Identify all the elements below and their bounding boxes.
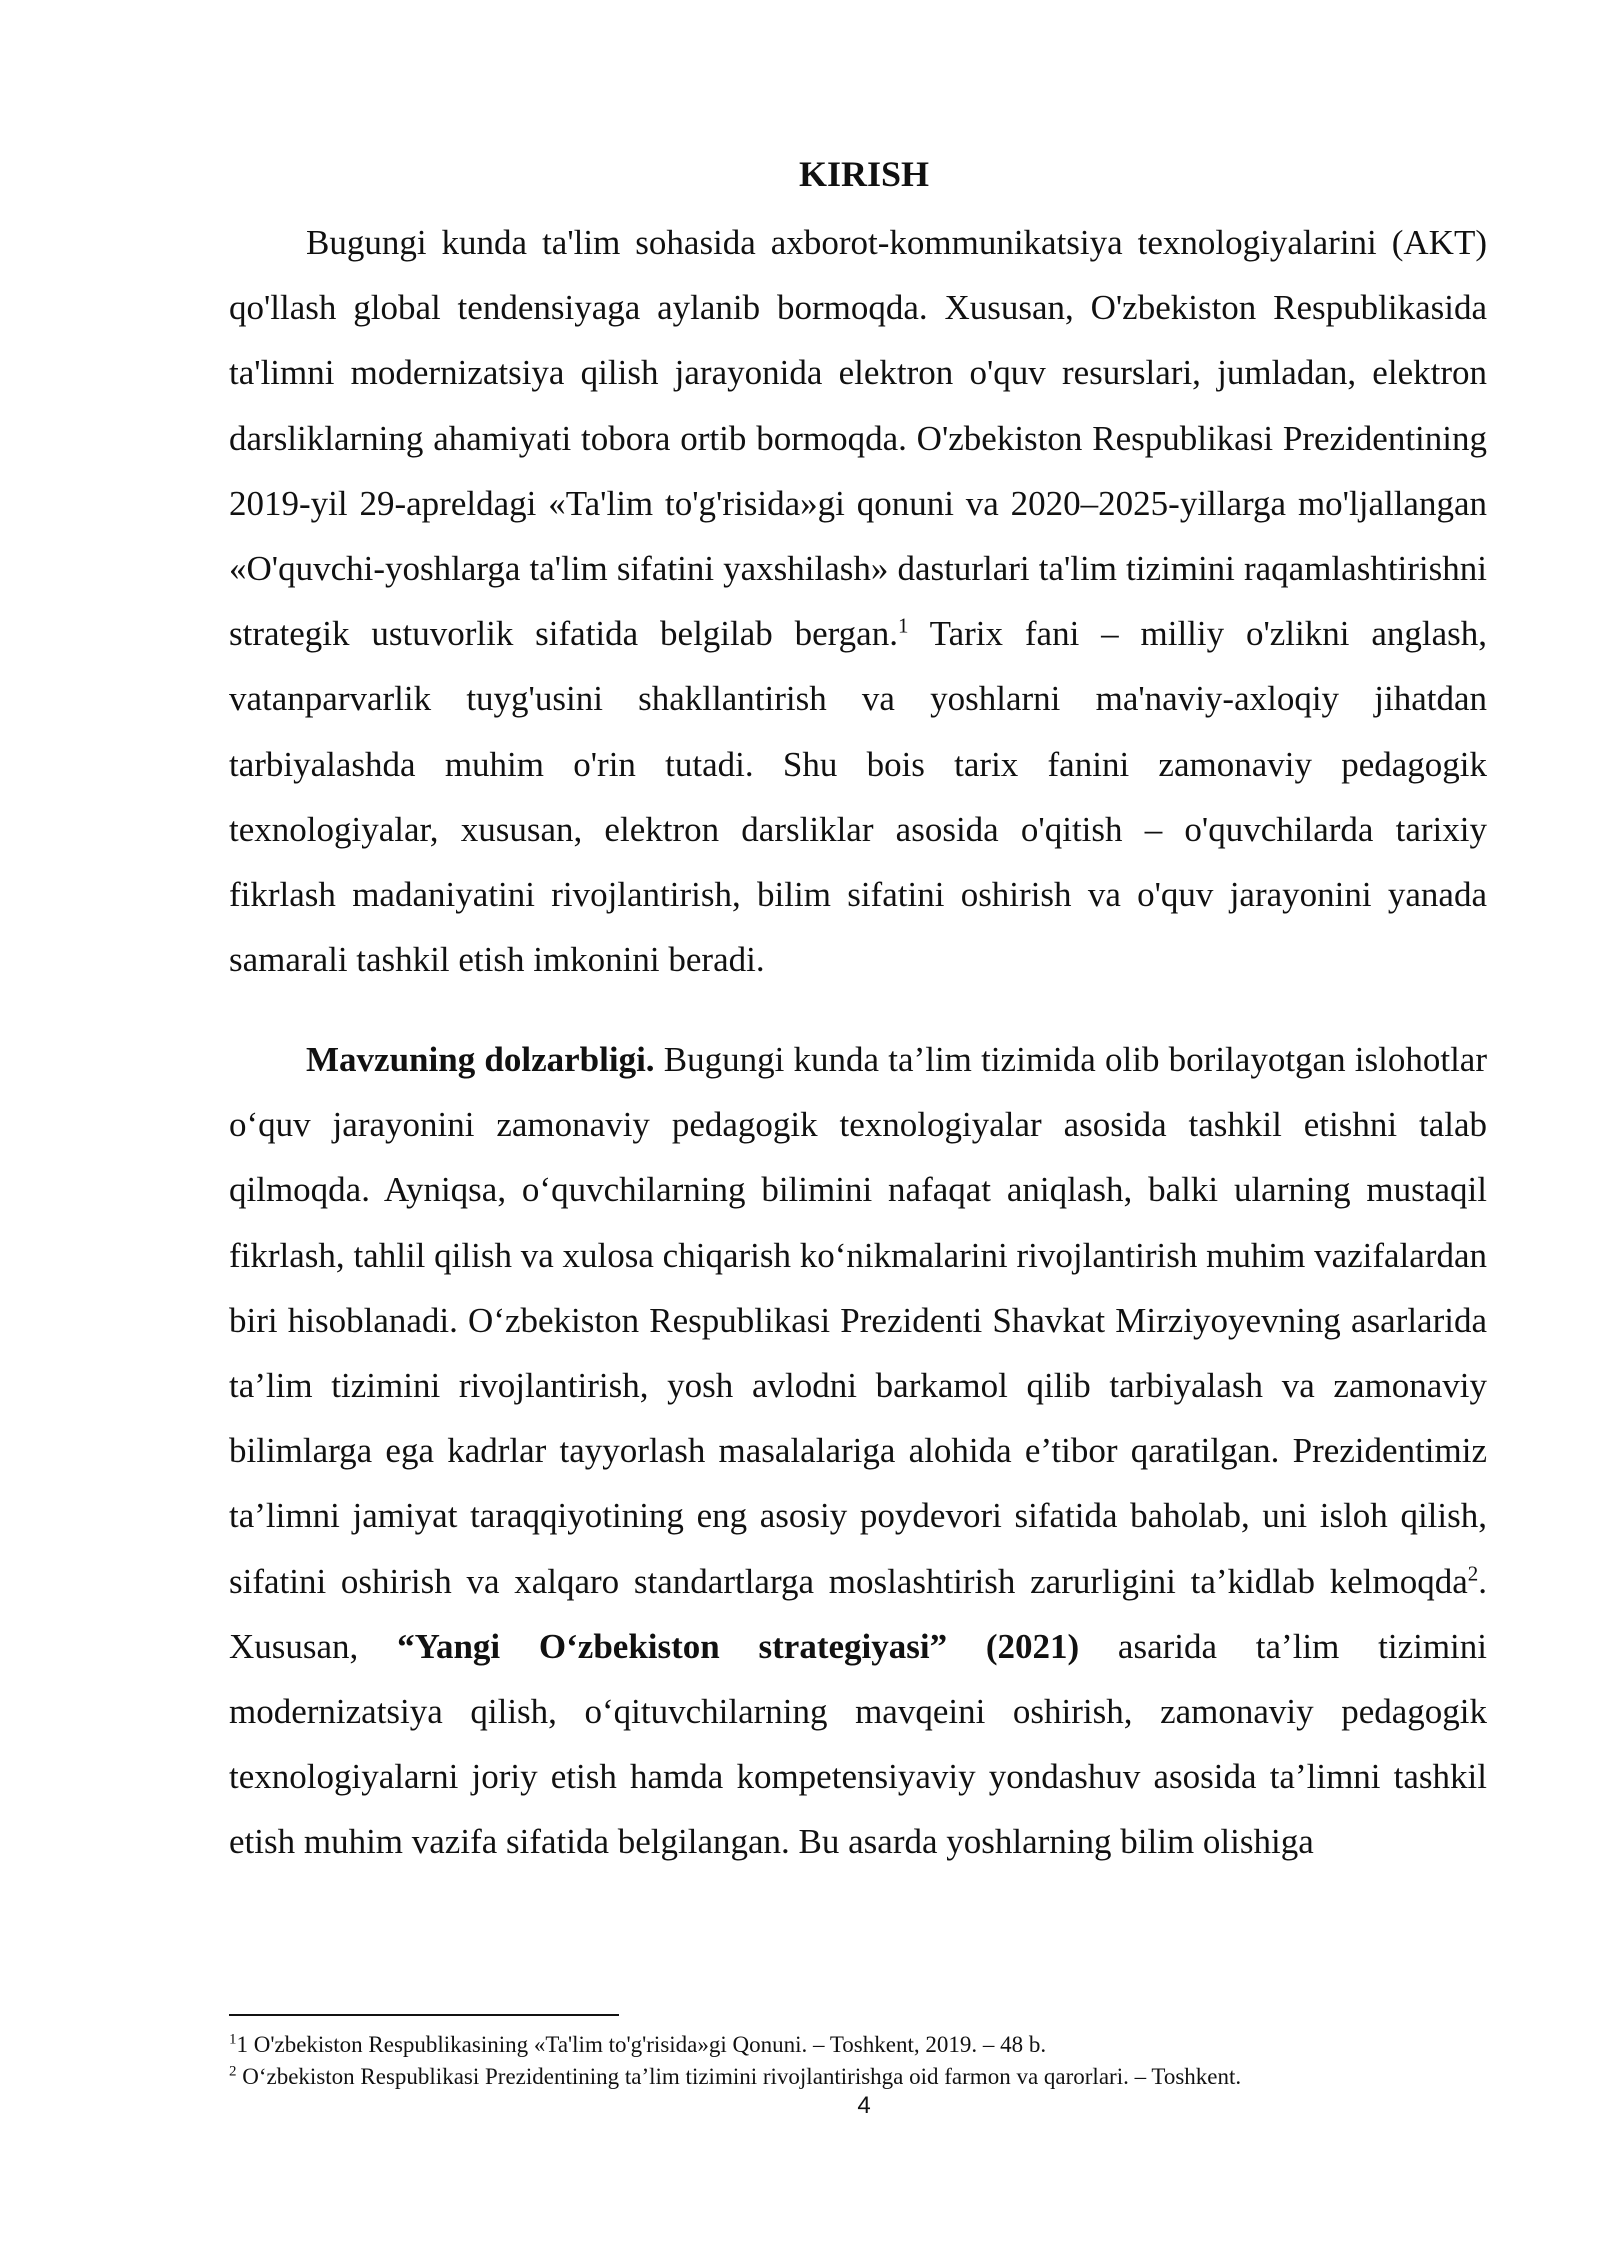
relevance-paragraph: [229, 1027, 1487, 1875]
footnote-1-text: O'zbekiston Respublikasining «Ta'lim to'g'risida»gi Qonuni. – Toshkent, 2019. – 48 b.: [248, 2032, 1047, 2057]
footnote-2: [229, 2062, 1529, 2092]
book-title: “Yangi O‘zbekiston strategiyasi” (2021): [397, 1626, 1080, 1666]
footnote-ref-1[interactable]: 1: [897, 613, 909, 638]
relevance-text-part1: Bugungi kunda ta’lim tizimida olib borilayotgan islohotlar o‘quv jarayonini zamonaviy pedagogik texnologiyalar asosida tashkil etishni talab qilmoqda. Ayniqsa, o‘quvchilarning bilimini nafaqat aniqlash, balki ularning mustaqil fikrlash, tahlil qilish va xulosa chiqarish ko‘nikmalarini rivojlantirish muhim vazifalardan biri hisoblanadi. O‘zbekiston Respublikasi Prezidenti Shavkat Mirziyoyevning asarlarida ta’lim tizimini rivojlantirish, yosh avlodni barkamol qilib tarbiyalash va zamonaviy bilimlarga ega kadrlar tayyorlash masalalariga alohida e’tibor qaratilgan. Prezidentimiz ta’limni jamiyat taraqqiyotining eng asosiy poydevori sifatida baholab, uni isloh qilish, sifatini oshirish va xalqaro standartlarga moslashtirish zarurligini ta’kidlab kelmoqda: [229, 1040, 1487, 1601]
relevance-lead: Mavzuning dolzarbligi.: [306, 1040, 655, 1079]
intro-paragraph: [229, 210, 1487, 992]
footnote-1: [229, 2030, 1529, 2060]
footnote-marker-1: 1: [229, 2031, 237, 2048]
footnote-ref-2[interactable]: 2: [1467, 1560, 1479, 1585]
relevance-text-part2: . Xususan,: [229, 1561, 1487, 1666]
relevance-text-part3: asarida ta’lim tizimini modernizatsiya qilish, o‘qituvchilarning mavqeini oshirish, zamonaviy pedagogik texnologiyalarni joriy etish hamda kompetensiyaviy yondashuv asosida ta’limni tashkil etish muhim vazifa sifatida belgilangan. Bu asarda yoshlarning bilim olishiga: [229, 1626, 1487, 1862]
section-heading: KIRISH: [798, 154, 930, 194]
footnote-2-text: O‘zbekiston Respublikasi Prezidentining ta’lim tizimini rivojlantirishga oid farmon va qarorlari. – Toshkent.: [236, 2064, 1242, 2089]
footnote-marker-1-text: 1: [236, 2032, 248, 2057]
footnote-separator: [229, 2014, 619, 2016]
footnote-marker-2: 2: [229, 2063, 237, 2080]
intro-text-after-ref: Tarix fani – milliy o'zlikni anglash, vatanparvarlik tuyg'usini shakllantirish va yoshlarni ma'naviy-axloqiy jihatdan tarbiyalashda muhim o'rin tutadi. Shu bois tarix fanini zamonaviy pedagogik texnologiyalar, xususan, elektron darsliklar asosida o'qitish – o'quvchilarda tarixiy fikrlash madaniyatini rivojlantirish, bilim sifatini oshirish va o'quv jarayonini yanada samarali tashkil etish imkonini beradi.: [229, 614, 1487, 980]
intro-text-before-ref: Bugungi kunda ta'lim sohasida axborot-kommunikatsiya texnologiyalarini (AKT) qo'llash global tendensiyaga aylanib bormoqda. Xususan, O'zbekiston Respublikasida ta'limni modernizatsiya qilish jarayonida elektron o'quv resurslari, jumladan, elektron darsliklarning ahamiyati tobora ortib bormoqda. O'zbekiston Respublikasi Prezidentining 2019-yil 29-apreldagi «Ta'lim to'g'risida»gi qonuni va 2020–2025-yillarga mo'ljallangan «O'quvchi-yoshlarga ta'lim sifatini yaxshilash» dasturlari ta'lim tizimini raqamlashtirishni strategik ustuvorlik sifatida belgilab bergan.: [229, 223, 1487, 654]
page-number: 4: [857, 2092, 871, 2119]
